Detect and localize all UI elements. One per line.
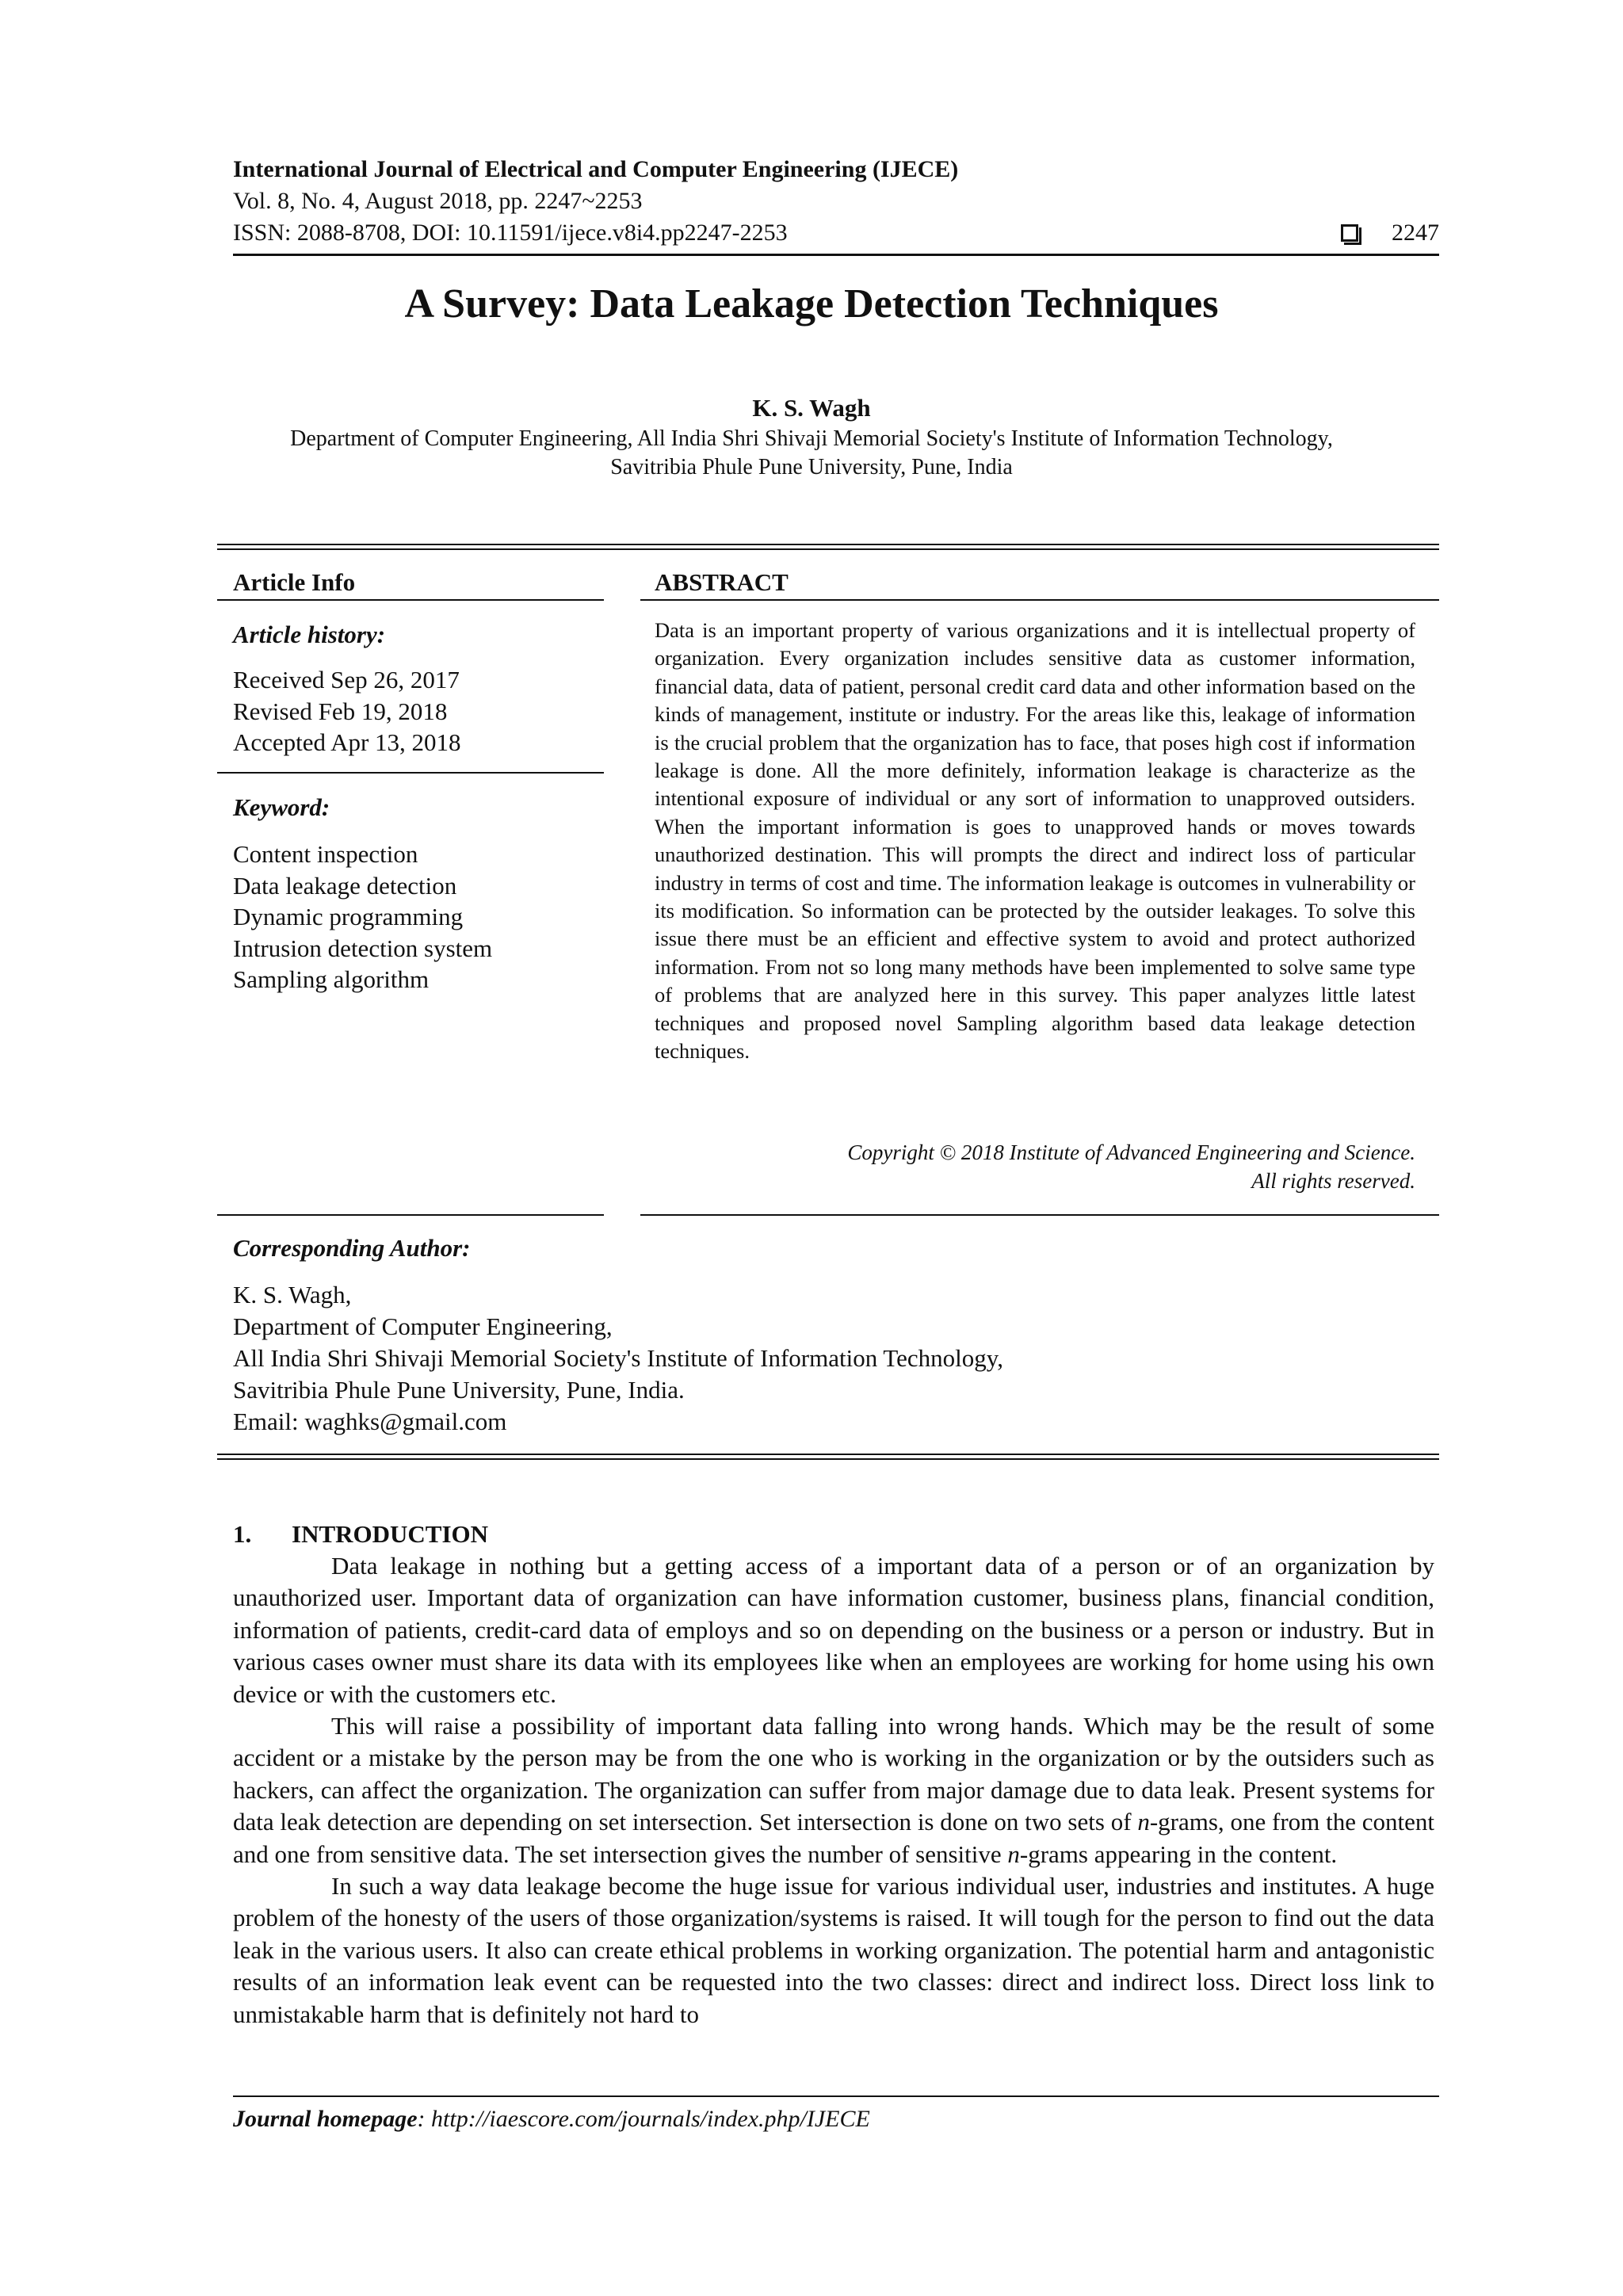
- corresponding-line: Savitribia Phule Pune University, Pune, India.: [233, 1376, 685, 1404]
- text-run: -grams appearing in the content.: [1019, 1839, 1338, 1868]
- author-name: K. S. Wagh: [752, 394, 871, 422]
- copyright-notice: [847, 1138, 1415, 1195]
- corresponding-author-details: [233, 1279, 1003, 1438]
- box-rule-bottom: [217, 1458, 1439, 1460]
- corresponding-line: K. S. Wagh,: [233, 1281, 352, 1308]
- corresponding-line: All India Shri Shivaji Memorial Society's Institute of Information Technology,: [233, 1344, 1004, 1372]
- history-item: Revised Feb 19, 2018: [233, 697, 448, 725]
- italic-n: n: [1007, 1839, 1020, 1868]
- journal-volume: Vol. 8, No. 4, August 2018, pp. 2247~2253: [233, 188, 643, 214]
- introduction-body: [233, 1550, 1434, 2030]
- keyword-item: Data leakage detection: [233, 871, 457, 900]
- journal-homepage: [233, 2105, 870, 2134]
- text-run: -grams, one from the content and one from sensitive data. The set intersection gives the number of sensitive: [233, 1808, 1434, 1868]
- keyword-item: Sampling algorithm: [233, 965, 430, 993]
- copyright-line: Copyright © 2018 Institute of Advanced Engineering and Science.: [847, 1140, 1415, 1164]
- footer-label: Journal homepage: [233, 2106, 418, 2132]
- page-number: 2247: [1392, 220, 1439, 246]
- column-rule: [217, 772, 604, 774]
- paragraph: [233, 1710, 1434, 1870]
- box-rule-bottom: [217, 1454, 1439, 1455]
- affiliation-line: Department of Computer Engineering, All India Shri Shivaji Memorial Society's Institute of Information Technology,: [290, 426, 1333, 451]
- keyword-item: Intrusion detection system: [233, 934, 493, 962]
- header-page-info: [1341, 219, 1439, 247]
- column-rule: [217, 599, 604, 601]
- abstract-text: Data is an important property of various organizations and it is intellectual property of organization. Every organization includes sensitive data as customer information, financial data, data of patient, personal credit card data and other information based on the kinds of management, institute or industry. For the areas like this, leakage of information is the crucial problem that the organization has to face, that poses high cost if information leakage is done. All the more definitely, information leakage is characterize as the intentional exposure of individual or any sort of information to unapproved outsiders. When the important information is goes to unapproved hands or moves towards unauthorized destination. This will prompts the direct and indirect loss of particular industry in terms of cost and time. The information leakage is outcomes in vulnerability or its modification. So information can be protected by the outsider leakages. To solve this issue there must be an efficient and effective system to avoid and protect authorized information. From not so long many methods have been implemented to solve same type of problems that are analyzed here in this survey. This paper analyzes little latest techniques and proposed novel Sampling algorithm based data leakage detection techniques.: [655, 618, 1415, 1064]
- keyword-item: Content inspection: [233, 840, 418, 868]
- article-history-heading: Article history:: [233, 621, 386, 648]
- box-rule-top: [217, 544, 1439, 545]
- paragraph: In such a way data leakage become the huge issue for various individual user, industries and institutes. A huge problem of the honesty of the users of those organization/systems is raised. It will tough for the person to find out the data leak in the various users. It also can create ethical problems in working organization. The potential harm and antagonistic results of an information leak event can be requested into the two classes: direct and indirect loss. Direct loss link to unmistakable harm that is definitely not hard to: [233, 1872, 1434, 2028]
- article-history-list: [233, 664, 461, 758]
- corresponding-author-heading: Corresponding Author:: [233, 1234, 471, 1262]
- section-title: INTRODUCTION: [292, 1520, 489, 1548]
- header-rule: [233, 254, 1439, 256]
- author-affiliation: [158, 425, 1465, 482]
- checkbox-square-icon: [1341, 224, 1358, 242]
- journal-homepage-link[interactable]: http://iaescore.com/journals/index.php/IJECE: [431, 2106, 870, 2132]
- footer-separator: :: [417, 2106, 432, 2132]
- journal-title: International Journal of Electrical and Computer Engineering (IJECE): [233, 156, 959, 182]
- column-rule: [217, 1214, 604, 1216]
- italic-n: n: [1137, 1808, 1150, 1836]
- text-run: This will raise a possibility of important data falling into wrong hands. Which may be the result of some accident or a mistake by the person may be from the one who is working in the organization or by the outsiders such as hackers, can affect the organization. The organization can suffer from major damage due to data leak. Present systems for data leak detection are depending on set intersection. Set intersection is done on two sets of: [233, 1712, 1434, 1836]
- affiliation-line: Savitribia Phule Pune University, Pune, India: [610, 455, 1013, 479]
- article-info-heading: Article Info: [233, 568, 356, 596]
- box-rule-top: [217, 548, 1439, 550]
- section-number: 1.: [233, 1520, 252, 1548]
- keyword-item: Dynamic programming: [233, 903, 464, 930]
- history-item: Received Sep 26, 2017: [233, 666, 460, 693]
- column-rule: [640, 1214, 1439, 1216]
- history-item: Accepted Apr 13, 2018: [233, 728, 461, 756]
- footer-rule: [233, 2095, 1439, 2097]
- keyword-list: [233, 839, 492, 995]
- paper-title: A Survey: Data Leakage Detection Techniques: [404, 281, 1219, 327]
- journal-issn: ISSN: 2088-8708, DOI: 10.11591/ijece.v8i4.pp2247-2253: [233, 220, 788, 246]
- keyword-heading: Keyword:: [233, 793, 330, 821]
- paragraph: Data leakage in nothing but a getting access of a important data of a person or of an organization by unauthorized user. Important data of organization can have information customer, business plans, financial condition, information of patients, credit-card data of employs and so on depending on the business or a person or industry. But in various cases owner must share its data with its employees like when an employees are working for home using his own device or with the customers etc.: [233, 1552, 1434, 1708]
- abstract-heading: ABSTRACT: [655, 568, 789, 596]
- corresponding-email: Email: waghks@gmail.com: [233, 1408, 507, 1435]
- column-rule: [640, 599, 1439, 601]
- corresponding-line: Department of Computer Engineering,: [233, 1312, 613, 1340]
- introduction-heading: [233, 1519, 488, 1550]
- copyright-line: All rights reserved.: [1251, 1169, 1415, 1193]
